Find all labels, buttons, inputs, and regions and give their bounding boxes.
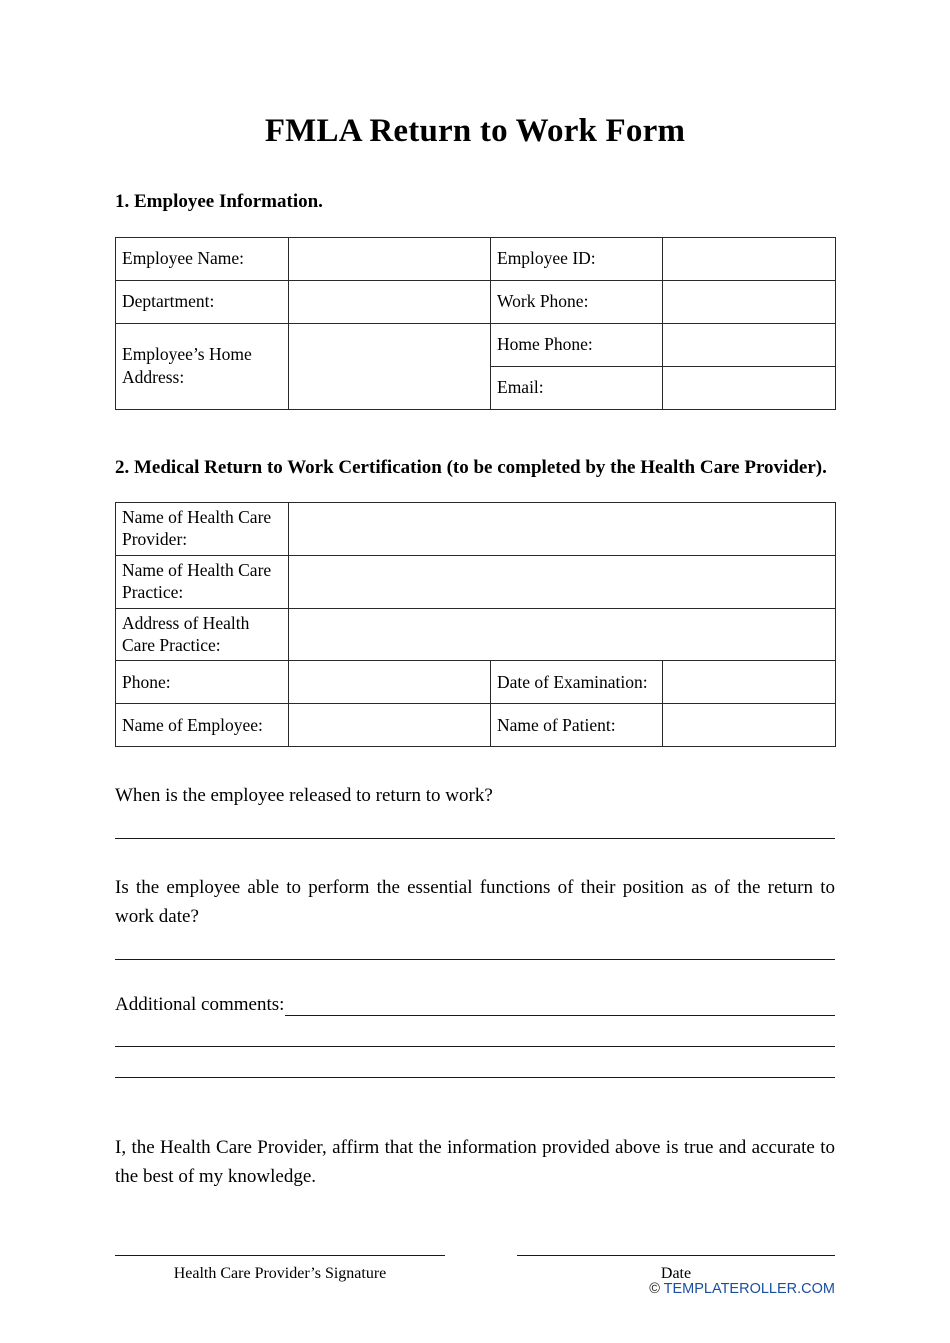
- date-caption: Date: [660, 1264, 692, 1282]
- employee-name-field[interactable]: [289, 237, 491, 280]
- signature-row: [115, 1211, 835, 1283]
- question-essential-functions: Is the employee able to perform the essential functions of their position as of the return to work date?: [115, 876, 835, 928]
- employee-id-field[interactable]: [663, 237, 836, 280]
- section-2-heading: 2. Medical Return to Work Certification (to be completed by the Health Care Provider).: [115, 456, 827, 478]
- page-title: FMLA Return to Work Form: [264, 113, 686, 149]
- practice-phone-label: Phone:: [116, 661, 289, 704]
- employee-name-label: Employee Name:: [116, 237, 289, 280]
- department-field[interactable]: [289, 280, 491, 323]
- affirmation-text: I, the Health Care Provider, affirm that the information provided above is true and accurate to the best of my knowledge.: [115, 1136, 835, 1188]
- work-phone-label: Work Phone:: [491, 280, 663, 323]
- additional-comments-line-1[interactable]: [285, 1000, 835, 1016]
- practice-address-field[interactable]: [289, 608, 836, 661]
- examination-date-field[interactable]: [663, 661, 836, 704]
- table-row: [116, 237, 836, 280]
- email-field[interactable]: [663, 366, 836, 409]
- footer-watermark[interactable]: [649, 1281, 835, 1297]
- copyright-symbol: ©: [649, 1281, 664, 1297]
- date-block: [517, 1255, 835, 1283]
- table-row: [116, 503, 836, 556]
- employee-name-cert-label: Name of Employee:: [116, 704, 289, 747]
- practice-phone-field[interactable]: [289, 661, 491, 704]
- examination-date-label: Date of Examination:: [491, 661, 663, 704]
- additional-comments-line-3[interactable]: [115, 1077, 835, 1078]
- table-row: [116, 704, 836, 747]
- employee-name-cert-field[interactable]: [289, 704, 491, 747]
- department-label: Deptartment:: [116, 280, 289, 323]
- work-phone-field[interactable]: [663, 280, 836, 323]
- table-row: [116, 280, 836, 323]
- home-phone-field[interactable]: [663, 323, 836, 366]
- patient-name-field[interactable]: [663, 704, 836, 747]
- table-row: [116, 608, 836, 661]
- patient-name-label: Name of Patient:: [491, 704, 663, 747]
- provider-signature-caption: Health Care Provider’s Signature: [173, 1264, 387, 1282]
- home-phone-label: Home Phone:: [491, 323, 663, 366]
- provider-name-field[interactable]: [289, 503, 836, 556]
- table-row: [116, 323, 836, 366]
- provider-signature-block: [115, 1255, 445, 1283]
- medical-certification-table: [115, 502, 836, 747]
- additional-comments-line-2[interactable]: [115, 1046, 835, 1047]
- additional-comments-row: [115, 960, 835, 1016]
- employee-id-label: Employee ID:: [491, 237, 663, 280]
- practice-name-label: Name of Health Care Practice:: [116, 555, 289, 608]
- additional-comments-label: Additional comments:: [115, 993, 285, 1015]
- home-address-field[interactable]: [289, 323, 491, 409]
- email-label: Email:: [491, 366, 663, 409]
- table-row: [116, 555, 836, 608]
- footer-site-name[interactable]: TEMPLATEROLLER.COM: [663, 1281, 835, 1297]
- provider-name-label: Name of Health Care Provider:: [116, 503, 289, 556]
- practice-name-field[interactable]: [289, 555, 836, 608]
- question-release-date: When is the employee released to return to work?: [115, 785, 493, 807]
- employee-information-table: [115, 237, 836, 410]
- practice-address-label: Address of Health Care Practice:: [116, 608, 289, 661]
- table-row: [116, 661, 836, 704]
- home-address-label: Employee’s Home Address:: [116, 323, 289, 409]
- section-1-heading: 1. Employee Information.: [115, 191, 323, 212]
